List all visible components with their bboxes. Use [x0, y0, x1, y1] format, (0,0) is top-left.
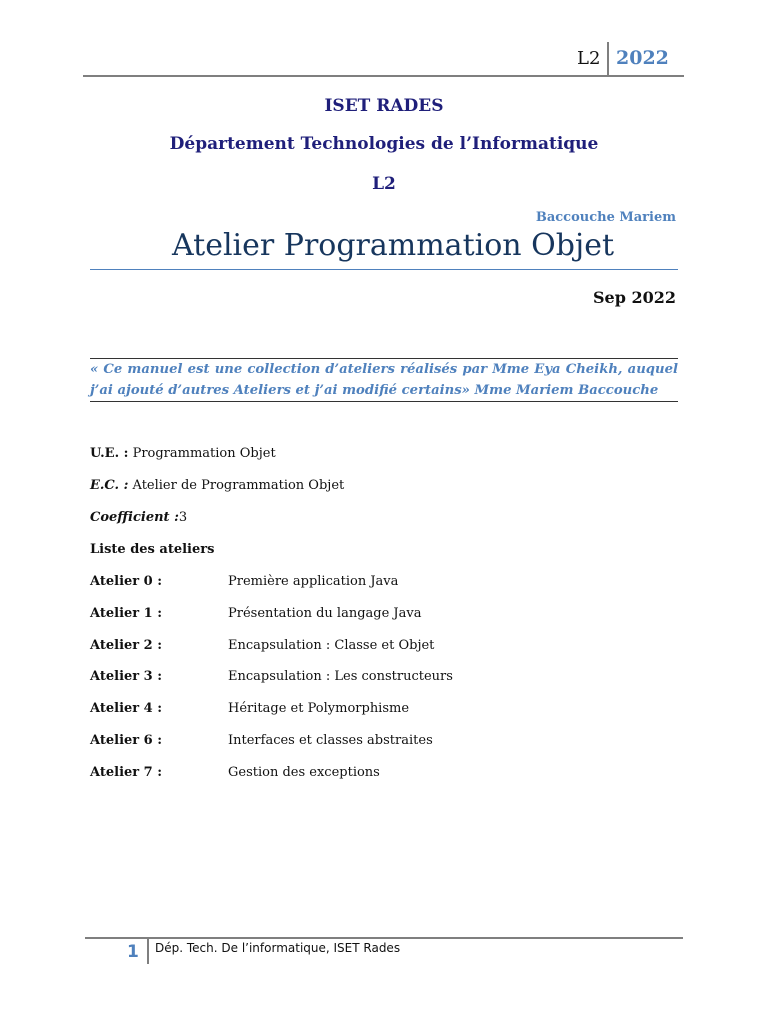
atelier-label: Atelier 1 : [90, 606, 163, 621]
intro-quote: « Ce manuel est une collection d’ateliers réalisés par Mme Eya Cheikh, auquel j’ai ajouté d’autres Ateliers et j’ai modifié certains» Mme Mariem Baccouche [90, 362, 678, 398]
ue-line [90, 446, 276, 461]
footer-separator [147, 938, 149, 964]
page-number: 1 [127, 942, 139, 962]
document-title: Atelier Programmation Objet [172, 228, 615, 263]
header-level: L2 [577, 48, 601, 69]
atelier-title: Première application Java [228, 574, 399, 589]
coefficient-label: Coefficient : [90, 510, 179, 525]
atelier-title: Encapsulation : Classe et Objet [228, 638, 435, 653]
coefficient-line [90, 510, 187, 525]
footer-text: Dép. Tech. De l’informatique, ISET Rades [155, 941, 401, 955]
atelier-title: Héritage et Polymorphisme [228, 701, 410, 716]
level-label: L2 [372, 174, 396, 194]
quote-bottom-rule [90, 401, 678, 402]
atelier-label: Atelier 0 : [90, 574, 163, 589]
ec-label: E.C. : [90, 478, 129, 493]
atelier-row [90, 733, 590, 753]
ue-label: U.E. : [90, 446, 129, 461]
header-year: 2022 [616, 47, 669, 69]
document-date: Sep 2022 [592, 288, 676, 307]
ec-line [90, 478, 344, 493]
atelier-label: Atelier 2 : [90, 638, 163, 653]
atelier-label: Atelier 6 : [90, 733, 163, 748]
atelier-row [90, 574, 590, 594]
atelier-label: Atelier 4 : [90, 701, 163, 716]
footer-rule [85, 937, 683, 939]
atelier-list-title: Liste des ateliers [90, 542, 215, 557]
author-name: Baccouche Mariem [535, 210, 676, 225]
atelier-title: Encapsulation : Les constructeurs [228, 669, 453, 684]
atelier-title: Gestion des exceptions [228, 765, 380, 780]
institution-name: ISET RADES [324, 96, 444, 116]
atelier-row [90, 669, 590, 689]
atelier-title: Interfaces et classes abstraites [228, 733, 433, 748]
ec-value: Atelier de Programmation Objet [128, 478, 345, 493]
header-separator [607, 42, 609, 76]
title-rule [90, 269, 678, 270]
atelier-title: Présentation du langage Java [228, 606, 422, 621]
ue-value: Programmation Objet [128, 446, 276, 461]
atelier-label: Atelier 3 : [90, 669, 163, 684]
atelier-label: Atelier 7 : [90, 765, 163, 780]
atelier-row [90, 765, 590, 785]
atelier-row [90, 606, 590, 626]
atelier-row [90, 701, 590, 721]
coefficient-value: 3 [178, 510, 188, 525]
atelier-row [90, 638, 590, 658]
header-rule [83, 75, 684, 77]
department-name: Département Technologies de l’Informatique [169, 134, 599, 154]
